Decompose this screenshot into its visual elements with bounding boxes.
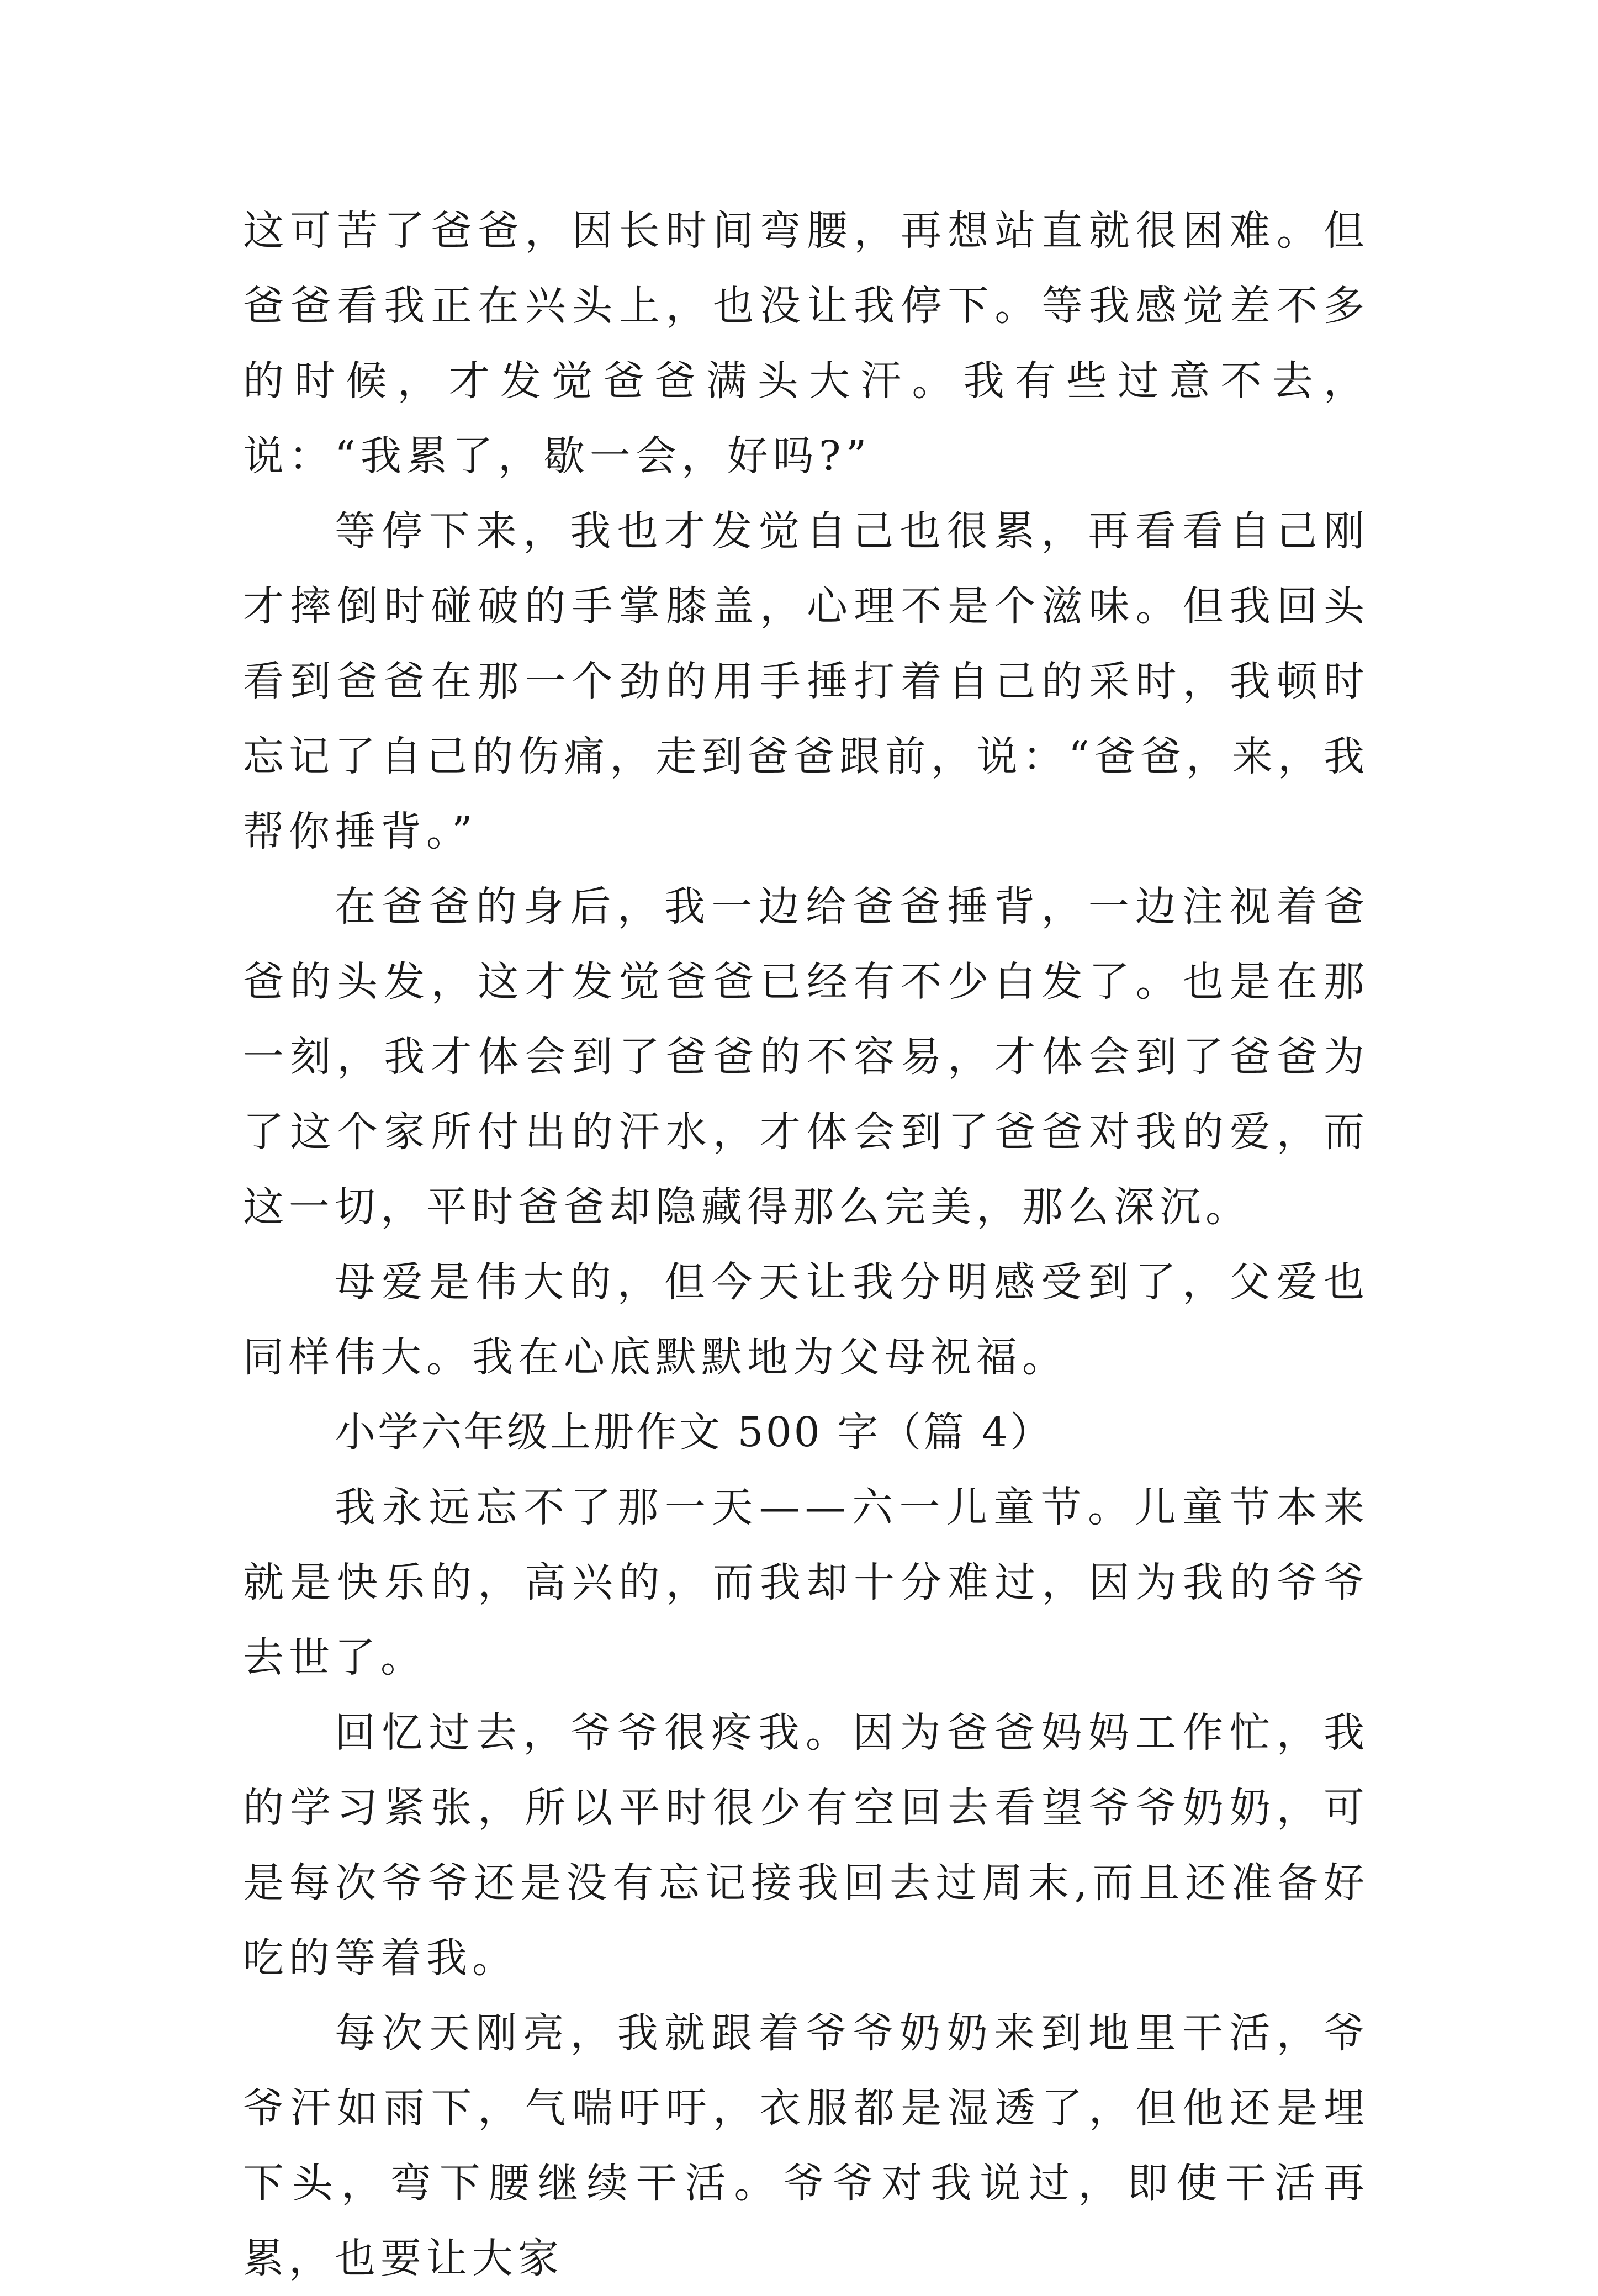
paragraph-continuation: 这可苦了爸爸，因长时间弯腰，再想站直就很困难。但爸爸看我正在兴头上，也没让我停下。等我感觉差不多的时候，才发觉爸爸满头大汗。我有些过意不去，说：“我累了，歇一会，好吗?” bbox=[243, 207, 1369, 480]
paragraph: 在爸爸的身后，我一边给爸爸捶背，一边注视着爸爸的头发，这才发觉爸爸已经有不少白发了。也是在那一刻，我才体会到了爸爸的不容易，才体会到了爸爸为了这个家所付出的汗水，才体会到了爸爸对我的爱，而这一切，平时爸爸却隐藏得那么完美，那么深沉。 bbox=[243, 883, 1369, 1231]
paragraph: 等停下来，我也才发觉自己也很累，再看看自己刚才摔倒时碰破的手掌膝盖，心理不是个滋味。但我回头看到爸爸在那一个劲的用手捶打着自己的采时，我顿时忘记了自己的伤痛，走到爸爸跟前，说：“爸爸，来，我帮你捶背。” bbox=[243, 507, 1369, 855]
paragraph: 每次天刚亮，我就跟着爷爷奶奶来到地里干活，爷爷汗如雨下，气喘吁吁，衣服都是湿透了，但他还是埋下头，弯下腰继续干活。爷爷对我说过，即使干活再累，也要让大家 bbox=[243, 2009, 1369, 2282]
paragraph: 我永远忘不了那一天——六一儿童节。儿童节本来就是快乐的，高兴的，而我却十分难过，因为我的爷爷去世了。 bbox=[243, 1484, 1369, 1681]
paragraph: 回忆过去，爷爷很疼我。因为爸爸妈妈工作忙，我的学习紧张，所以平时很少有空回去看望爷爷奶奶，可是每次爷爷还是没有忘记接我回去过周末,而且还准备好吃的等着我。 bbox=[243, 1709, 1369, 1982]
section-heading: 小学六年级上册作文 500 字（篇 4） bbox=[335, 1409, 1053, 1456]
document-body bbox=[243, 193, 1369, 2296]
paragraph: 母爱是伟大的，但今天让我分明感受到了，父爱也同样伟大。我在心底默默地为父母祝福。 bbox=[243, 1258, 1369, 1381]
